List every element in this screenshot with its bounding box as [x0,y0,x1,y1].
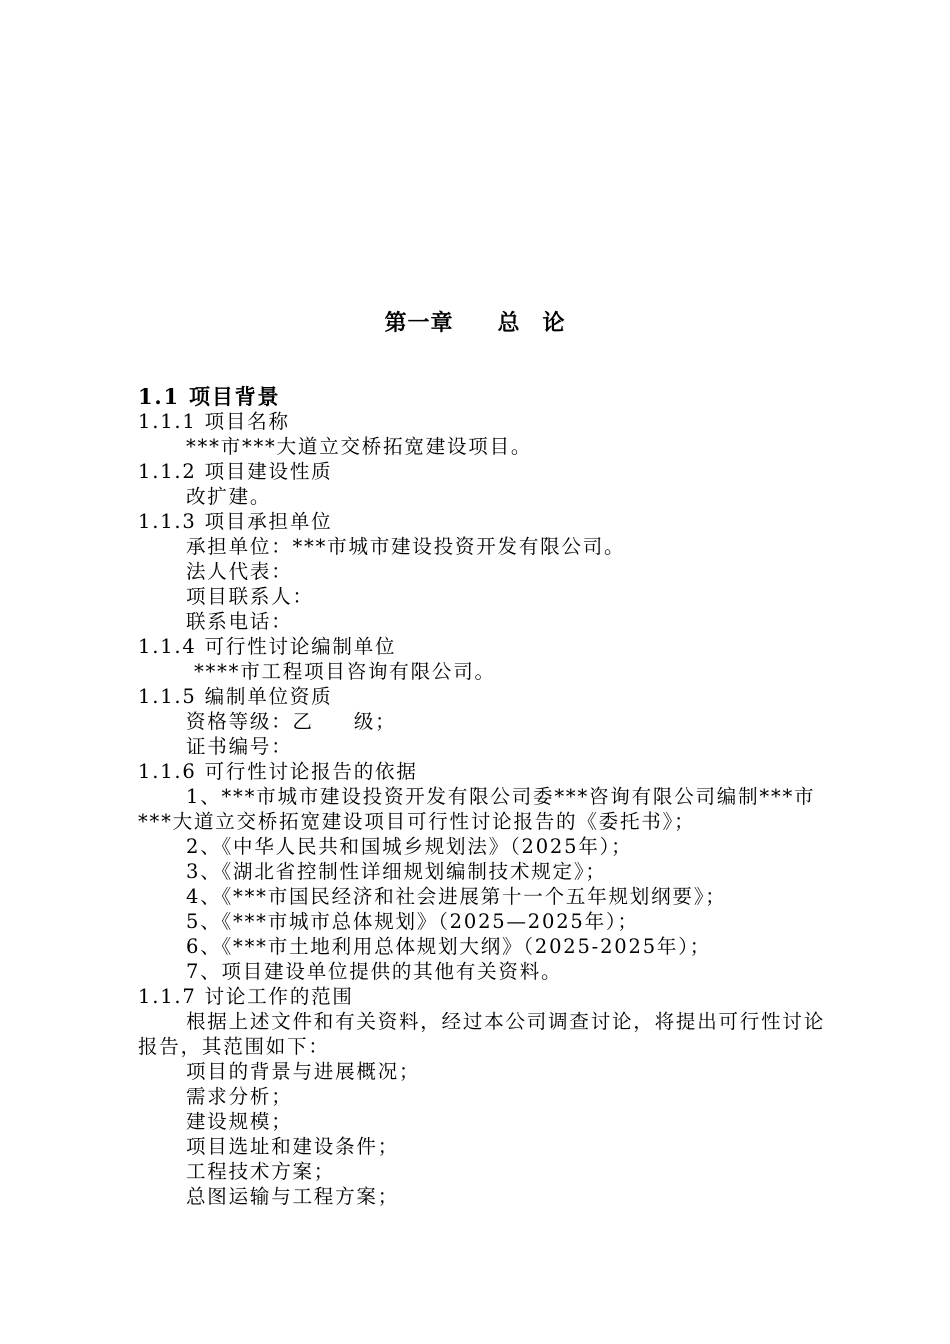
list-item: 总图运输与工程方案； [186,1185,400,1208]
paragraph: 证书编号： [186,735,293,758]
chapter-word-2: 论 [542,310,566,336]
paragraph: 法人代表： [186,560,293,583]
paragraph [138,709,838,734]
list-item: 工程技术方案； [186,1160,336,1183]
subsection-heading: 1.1.4 可行性讨论编制单位 [138,635,397,658]
subsection-heading: 1.1.5 编制单位资质 [138,685,333,708]
paragraph: 改扩建。 [186,485,272,508]
subsection-heading: 1.1.1 项目名称 [138,410,290,433]
chapter-number: 第一章 [384,310,454,336]
paragraph: 承担单位：***市城市建设投资开发有限公司。 [186,535,626,558]
paragraph: ***市***大道立交桥拓宽建设项目。 [186,435,533,458]
list-item: 3、《湖北省控制性详细规划编制技术规定》； [186,860,607,883]
qualification-suffix: 级； [353,710,397,733]
list-item: 4、《***市国民经济和社会进展第十一个五年规划纲要》； [186,885,727,908]
subsection-heading: 1.1.7 讨论工作的范围 [138,985,354,1008]
list-item: 6、《***市土地利用总体规划大纲》（2025-2025年）； [186,935,712,958]
chapter-title [0,306,950,337]
list-item: 7、项目建设单位提供的其他有关资料。 [186,960,563,983]
document-body [138,384,838,1209]
section-heading: 1.1 项目背景 [138,384,281,409]
list-item: 项目选址和建设条件； [186,1135,400,1158]
subsection-heading: 1.1.6 可行性讨论报告的依据 [138,760,418,783]
list-item: 建设规模； [186,1110,293,1133]
paragraph: 联系电话： [186,610,293,633]
subsection-heading: 1.1.3 项目承担单位 [138,510,333,533]
paragraph: 根据上述文件和有关资料，经过本公司调查讨论，将提出可行性讨论报告，其范围如下： [138,1010,826,1058]
qualification-label: 资格等级：乙 [186,710,314,733]
paragraph: ****市工程项目咨询有限公司。 [194,660,496,683]
subsection-heading: 1.1.2 项目建设性质 [138,460,333,483]
list-item: 2、《中华人民共和国城乡规划法》（2025年）； [186,835,633,858]
list-item: 需求分析； [186,1085,293,1108]
list-item: 1、***市城市建设投资开发有限公司委***咨询有限公司编制***市***大道立交桥拓宽建设项目可行性讨论报告的《委托书》； [138,785,816,833]
list-item: 项目的背景与进展概况； [186,1060,421,1083]
list-item: 5、《***市城市总体规划》（2025—2025年）； [186,910,639,933]
paragraph: 项目联系人： [186,585,314,608]
chapter-word-1: 总 [497,310,521,336]
